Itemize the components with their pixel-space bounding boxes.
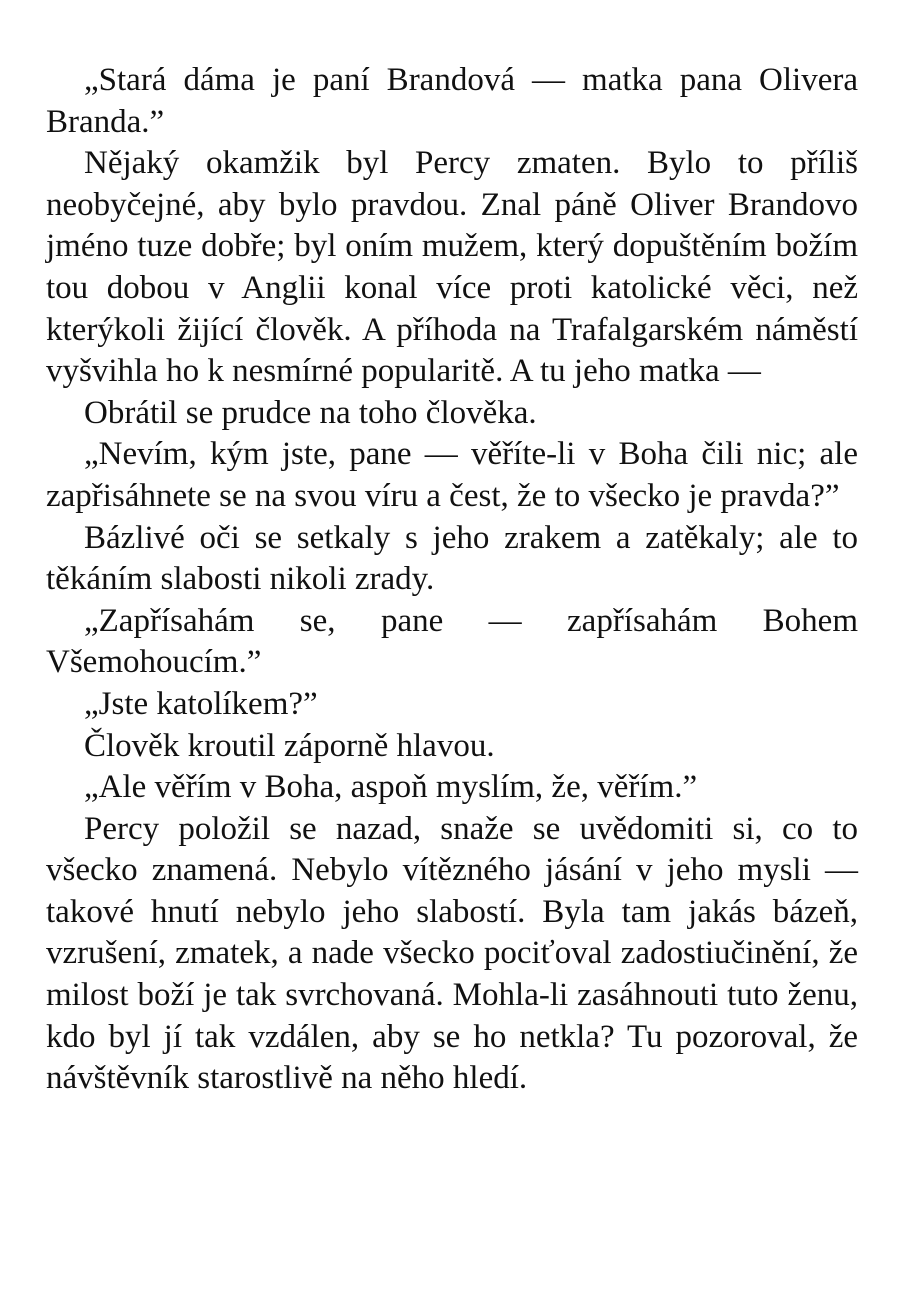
paragraph-5: Bázlivé oči se setkaly s jeho zrakem a zatěkaly; ale to těkáním slabosti nikoli zrady.	[46, 519, 858, 598]
paragraph-8: Člověk kroutil záporně hlavou.	[84, 727, 495, 764]
paragraph-1: „Stará dáma je paní Brandová — matka pana Olivera Branda.”	[46, 62, 858, 140]
paragraph-9: „Ale věřím v Boha, aspoň myslím, že, věřím.”	[84, 769, 698, 806]
paragraph-2: Nějaký okamžik byl Percy zmaten. Bylo to příliš neobyčejné, aby bylo pravdou. Znal páně Oliver Brandovo jméno tuze dobře; byl oním mužem, který dopuštěním božím tou dobou v Anglii konal více proti katolické věci, než kterýkoli žijící člověk. A příhoda na Trafalgarském náměstí vyšvihla ho k nesmírné popularitě. A tu jeho matka —	[46, 145, 858, 390]
paragraph-3: Obrátil se prudce na toho člověka.	[84, 394, 537, 431]
paragraph-10: Percy položil se nazad, snaže se uvědomiti si, co to všecko znamená. Nebylo vítězného jásání v jeho mysli — takové hnutí nebylo jeho slabostí. Byla tam jakás bázeň, vzrušení, zmatek, a nade všecko pociťoval zadostiučinění, že milost boží je tak svrchovaná. Mohla-li zasáhnouti tuto ženu, kdo byl jí tak vzdálen, aby se ho netkla? Tu pozoroval, že návštěvník starostlivě na něho hledí.	[46, 810, 858, 1097]
paragraph-6: „Zapřísahám se, pane — zapřísahám Bohem Všemohoucím.”	[46, 602, 858, 681]
book-page	[46, 60, 858, 1100]
paragraph-7: „Jste katolíkem?”	[84, 685, 318, 722]
paragraph-4: „Nevím, kým jste, pane — věříte-li v Boha čili nic; ale zapřisáhnete se na svou víru a čest, že to všecko je pravda?”	[46, 436, 858, 514]
